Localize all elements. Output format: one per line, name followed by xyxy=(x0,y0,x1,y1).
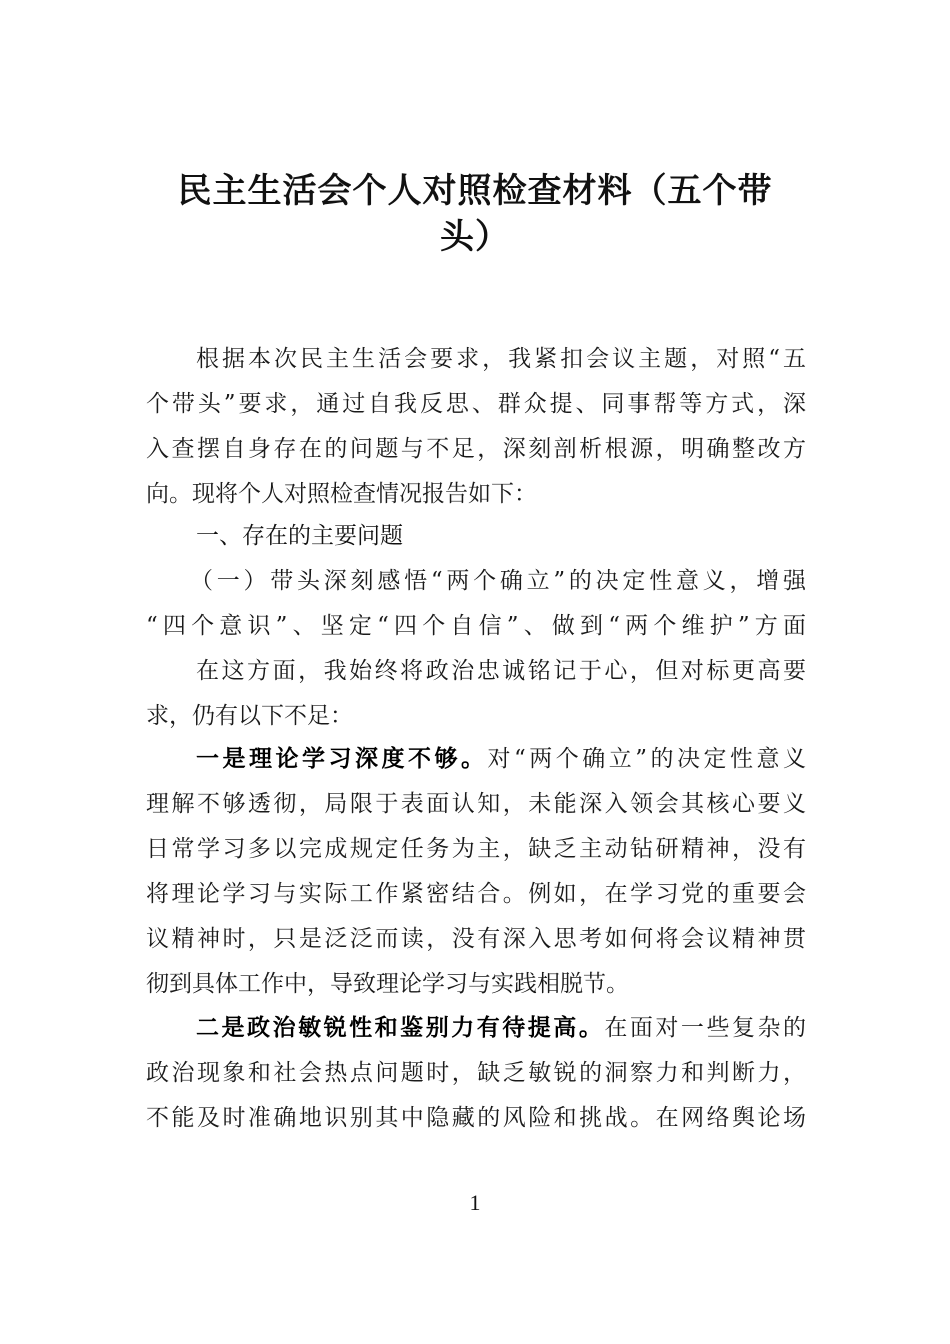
intro-line: 入查摆自身存在的问题与不足，深刻剖析根源，明确整改方 xyxy=(146,436,806,462)
point1-line: 将理论学习与实际工作紧密结合。例如，在学习党的重要会 xyxy=(146,881,806,907)
point1-first-line xyxy=(196,746,806,772)
point2-first-line xyxy=(196,1015,806,1041)
subsection-heading-line: “四个意识”、坚定“四个自信”、做到“两个维护”方面 xyxy=(146,613,806,639)
point2-line: 政治现象和社会热点问题时，缺乏敏锐的洞察力和判断力， xyxy=(146,1060,806,1086)
document-title-line2: 头） xyxy=(440,217,510,257)
paragraph-line: 在这方面，我始终将政治忠诚铭记于心，但对标更高要 xyxy=(196,658,806,684)
intro-line: 向。现将个人对照检查情况报告如下： xyxy=(146,481,537,507)
document-title-line1: 民主生活会个人对照检查材料（五个带 xyxy=(177,171,773,211)
paragraph-line: 求，仍有以下不足： xyxy=(146,703,353,729)
page-number: 1 xyxy=(469,1190,481,1215)
point2-line: 不能及时准确地识别其中隐藏的风险和挑战。在网络舆论场 xyxy=(146,1105,806,1131)
point1-bold-label: 一是理论学习深度不够。 xyxy=(196,746,488,772)
point2-text: 在面对一些复杂的 xyxy=(604,1015,807,1041)
point1-line: 日常学习多以完成规定任务为主，缺乏主动钻研精神，没有 xyxy=(146,836,806,862)
point1-text: 对“两个确立”的决定性意义 xyxy=(487,746,807,772)
subsection-heading-line: （一）带头深刻感悟“两个确立”的决定性意义，增强 xyxy=(190,568,806,594)
point2-bold-label: 二是政治敏锐性和鉴别力有待提高。 xyxy=(196,1015,605,1041)
intro-line: 根据本次民主生活会要求，我紧扣会议主题，对照“五 xyxy=(196,346,806,372)
point1-line: 理解不够透彻，局限于表面认知，未能深入领会其核心要义 xyxy=(146,791,806,817)
intro-line: 个带头”要求，通过自我反思、群众提、同事帮等方式，深 xyxy=(146,391,806,417)
section-heading: 一、存在的主要问题 xyxy=(196,523,403,549)
point1-line: 彻到具体工作中，导致理论学习与实践相脱节。 xyxy=(146,971,629,997)
point1-line: 议精神时，只是泛泛而读，没有深入思考如何将会议精神贯 xyxy=(146,926,806,952)
